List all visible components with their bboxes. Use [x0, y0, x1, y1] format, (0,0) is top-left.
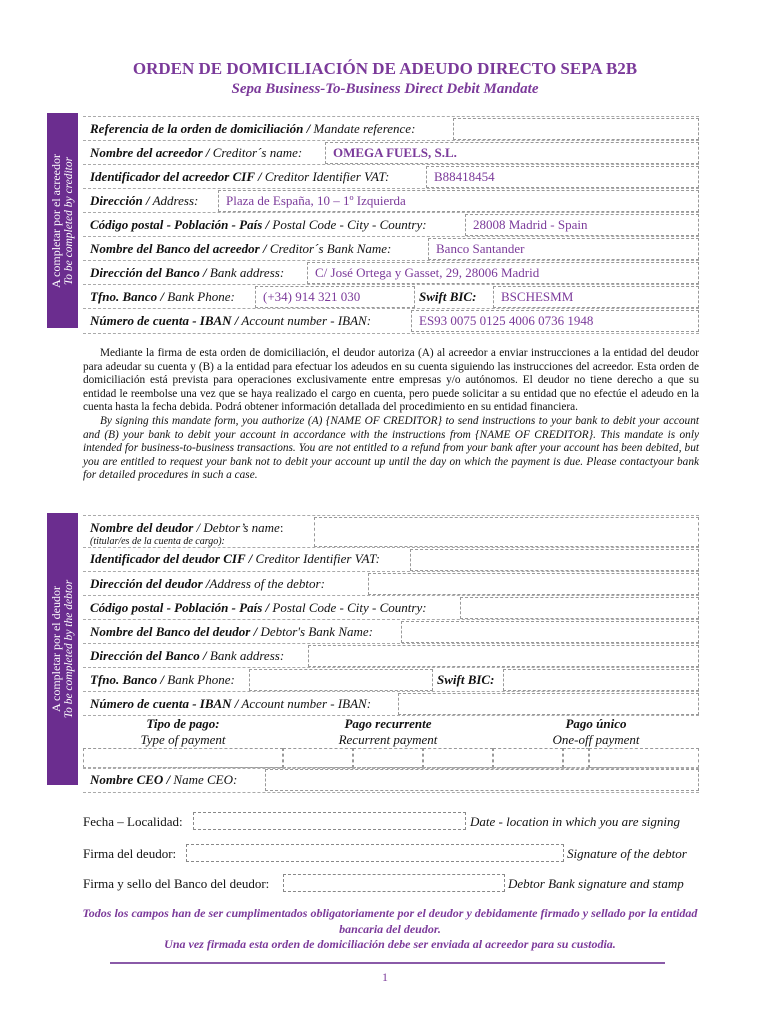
debtor-bank-name-row	[83, 619, 699, 644]
creditor-postal-row	[83, 212, 699, 237]
debtor-name-label-en: / Debtor’s name	[193, 520, 280, 535]
creditor-bank-phone-field[interactable]: (+34) 914 321 030	[255, 286, 415, 308]
debtor-iban-label-en: Account number - IBAN:	[238, 696, 372, 711]
debtor-sidebar-en: To be completed by the debtor	[62, 579, 75, 719]
payment-type-field[interactable]	[83, 748, 283, 768]
debtor-bank-name-field[interactable]	[401, 621, 699, 643]
debtor-postal-label-es: Código postal - Población - País /	[90, 600, 270, 615]
mandate-ref-label-en: Mandate reference:	[310, 121, 416, 136]
creditor-address-label-en: Address:	[149, 193, 199, 208]
oneoff-label-es: Pago único	[565, 716, 627, 731]
creditor-swift-label: Swift BIC:	[419, 289, 477, 304]
debtor-bank-name-label-en: Debtor's Bank Name:	[257, 624, 373, 639]
document-subtitle: Sepa Business-To-Business Direct Debit Mandate	[231, 81, 539, 97]
creditor-name-label-en: Creditor´s name:	[209, 145, 303, 160]
debtor-bank-address-label-en: Bank address:	[206, 648, 285, 663]
creditor-swift-field[interactable]: BSCHESMM	[493, 286, 699, 308]
debtor-name-label-suffix: :	[279, 520, 284, 535]
debtor-bank-phone-field[interactable]	[249, 669, 433, 691]
creditor-iban-row	[83, 308, 699, 334]
debtor-signature-field[interactable]	[186, 844, 564, 862]
debtor-bank-phone-label-es: Tfno. Banco /	[90, 672, 165, 687]
debtor-swift-field[interactable]	[503, 669, 699, 691]
debtor-iban-label-es: Número de cuenta - IBAN /	[90, 696, 239, 711]
creditor-address-field[interactable]: Plaza de España, 10 – 1º Izquierda	[218, 190, 699, 212]
creditor-postal-label-en: Postal Code - City - Country:	[269, 217, 427, 232]
creditor-iban-label-es: Número de cuenta - IBAN /	[90, 313, 239, 328]
mandate-ref-field[interactable]	[453, 118, 699, 140]
oneoff-checkbox-a[interactable]	[493, 748, 563, 768]
footer-note-1: Todos los campos han de ser cumplimentados obligatoriamente por el deudor y debidamente firmado y sellado por la entidad bancaria del deudor.	[82, 906, 698, 936]
recurrent-checkbox-c[interactable]	[423, 748, 493, 768]
debtor-cif-label-en: Creditor Identifier VAT:	[252, 551, 380, 566]
recurrent-checkbox-a[interactable]	[283, 748, 353, 768]
creditor-bank-phone-label-en: Bank Phone:	[164, 289, 235, 304]
debtor-name-row	[83, 515, 699, 548]
debtor-signature-hint: Signature of the debtor	[567, 846, 687, 861]
creditor-address-row	[83, 188, 699, 213]
debtor-signature-label: Firma del deudor:	[83, 846, 177, 861]
debtor-bank-address-row	[83, 643, 699, 668]
debtor-address-label-en: Address of the debtor:	[209, 576, 325, 591]
mandate-ref-label-es: Referencia de la orden de domiciliación /	[90, 121, 311, 136]
debtor-name-label-es: Nombre del deudor	[90, 520, 194, 535]
payment-type-row	[83, 715, 699, 769]
oneoff-checkbox-c[interactable]	[589, 748, 699, 768]
debtor-cif-label-es: Identificador del deudor CIF /	[90, 551, 253, 566]
creditor-sidebar-en: To be completed by creditor	[62, 156, 75, 285]
creditor-cif-label-en: Creditor Identifier VAT:	[261, 169, 390, 184]
creditor-bank-name-label-en: Creditor´s Bank Name:	[266, 241, 392, 256]
debtor-bank-address-field[interactable]	[308, 645, 699, 667]
creditor-cif-label-es: Identificador del acreedor CIF /	[90, 169, 262, 184]
debtor-iban-field[interactable]	[398, 693, 699, 715]
ceo-field[interactable]	[265, 769, 699, 791]
creditor-cif-field[interactable]: B88418454	[426, 166, 699, 188]
creditor-bank-address-row	[83, 260, 699, 285]
creditor-address-label-es: Dirección /	[90, 193, 150, 208]
debtor-cif-row	[83, 547, 699, 572]
date-label: Fecha – Localidad:	[83, 814, 183, 829]
legal-text-en: By signing this mandate form, you authorize (A) {NAME OF CREDITOR} to send instructions to your bank to debit your account and (B) your bank to debit your account in accordance with the instructions from {NAME OF CREDITOR}. This mandate is only intended for business-to-business transactions. You are not entitled to a refund from your bank after your account has been debited, but you are entitled to request your bank not to debit your account up until the day on which the payment is due. Please contactyour bank for detailed procedures in such a case.	[83, 414, 699, 482]
page-number: 1	[382, 970, 388, 984]
debtor-ceo-row	[83, 767, 699, 793]
debtor-address-row	[83, 571, 699, 596]
creditor-iban-field[interactable]: ES93 0075 0125 4006 0736 1948	[411, 310, 699, 332]
creditor-name-label-es: Nombre del acreedor /	[90, 145, 210, 160]
debtor-sidebar-es: A completar por el deudor	[48, 586, 63, 712]
creditor-bank-name-label-es: Nombre del Banco del acreedor /	[90, 241, 267, 256]
debtor-name-field[interactable]	[314, 517, 699, 547]
bank-signature-field[interactable]	[283, 874, 505, 892]
creditor-name-row	[83, 140, 699, 165]
payment-type-label-es: Tipo de pago:	[146, 716, 220, 731]
recurrent-label-en: Recurrent payment	[338, 732, 438, 747]
footer-divider	[110, 962, 665, 964]
debtor-bank-name-label-es: Nombre del Banco del deudor /	[90, 624, 258, 639]
payment-type-label-en: Type of payment	[140, 732, 226, 747]
document-title: ORDEN DE DOMICILIACIÓN DE ADEUDO DIRECTO SEPA B2B	[132, 59, 638, 78]
ceo-label-en: Name CEO:	[170, 772, 238, 787]
debtor-bank-phone-row	[83, 667, 699, 692]
creditor-iban-label-en: Account number - IBAN:	[238, 313, 372, 328]
creditor-bank-name-row	[83, 236, 699, 261]
legal-text-es: Mediante la firma de esta orden de domiciliación, el deudor autoriza (A) al acreedor a enviar instrucciones a la entidad del deudor para adeudar su cuenta y (B) a la entidad para efectuar los adeudos en su cuenta siguiendo las instrucciones del acreedor. Esta orden de domiciliación está prevista para operaciones exclusivamente entre empresas y/o autónomos. El deudor no tiene derecho a que su entidad le reembolse una vez que se haya realizado el cargo en cuenta, pero puede solicitar a su entidad que no efectúe el adeudo en la cuenta hasta la fecha debida. Podrá obtener información detallada del procedimiento en su entidad financiera.	[83, 347, 699, 414]
creditor-name-field[interactable]: OMEGA FUELS, S.L.	[325, 142, 699, 164]
debtor-bank-phone-label-en: Bank Phone:	[164, 672, 235, 687]
creditor-bank-phone-label-es: Tfno. Banco /	[90, 289, 165, 304]
creditor-bank-address-field[interactable]: C/ José Ortega y Gasset, 29, 28006 Madrid	[307, 262, 699, 284]
debtor-iban-row	[83, 691, 699, 716]
creditor-mandate-ref-row	[83, 116, 699, 141]
debtor-bank-address-label-es: Dirección del Banco /	[90, 648, 207, 663]
creditor-postal-label-es: Código postal - Población - País /	[90, 217, 270, 232]
creditor-bank-phone-row	[83, 284, 699, 309]
creditor-sidebar-es: A completar por el acreedor	[48, 153, 63, 288]
debtor-postal-label-en: Postal Code - City - Country:	[269, 600, 427, 615]
recurrent-label-es: Pago recurrente	[344, 716, 432, 731]
footer-note-2: Una vez firmada esta orden de domiciliación debe ser enviada al acreedor para su custodia.	[164, 937, 616, 951]
creditor-bank-address-label-en: Bank address:	[206, 265, 285, 280]
oneoff-checkbox-b[interactable]	[563, 748, 589, 768]
creditor-sidebar	[47, 113, 78, 328]
legal-text	[83, 347, 699, 483]
date-hint: Date - location in which you are signing	[470, 814, 681, 829]
recurrent-checkbox-b[interactable]	[353, 748, 423, 768]
oneoff-label-en: One-off payment	[552, 732, 640, 747]
creditor-bank-name-field[interactable]: Banco Santander	[428, 238, 699, 260]
debtor-address-label-es: Dirección del deudor /	[90, 576, 210, 591]
creditor-bank-address-label-es: Dirección del Banco /	[90, 265, 207, 280]
bank-signature-label: Firma y sello del Banco del deudor:	[83, 876, 270, 891]
debtor-name-sub: (titular/es de la cuenta de cargo):	[90, 536, 225, 547]
debtor-swift-label: Swift BIC:	[437, 672, 495, 687]
debtor-sidebar	[47, 513, 78, 785]
ceo-label-es: Nombre CEO /	[90, 772, 171, 787]
debtor-postal-row	[83, 595, 699, 620]
bank-signature-hint: Debtor Bank signature and stamp	[508, 876, 684, 891]
debtor-cif-field[interactable]	[410, 549, 699, 571]
creditor-postal-field[interactable]: 28008 Madrid - Spain	[465, 214, 699, 236]
debtor-address-field[interactable]	[368, 573, 699, 595]
date-location-field[interactable]	[193, 812, 466, 830]
debtor-postal-field[interactable]	[460, 597, 699, 619]
creditor-cif-row	[83, 164, 699, 189]
